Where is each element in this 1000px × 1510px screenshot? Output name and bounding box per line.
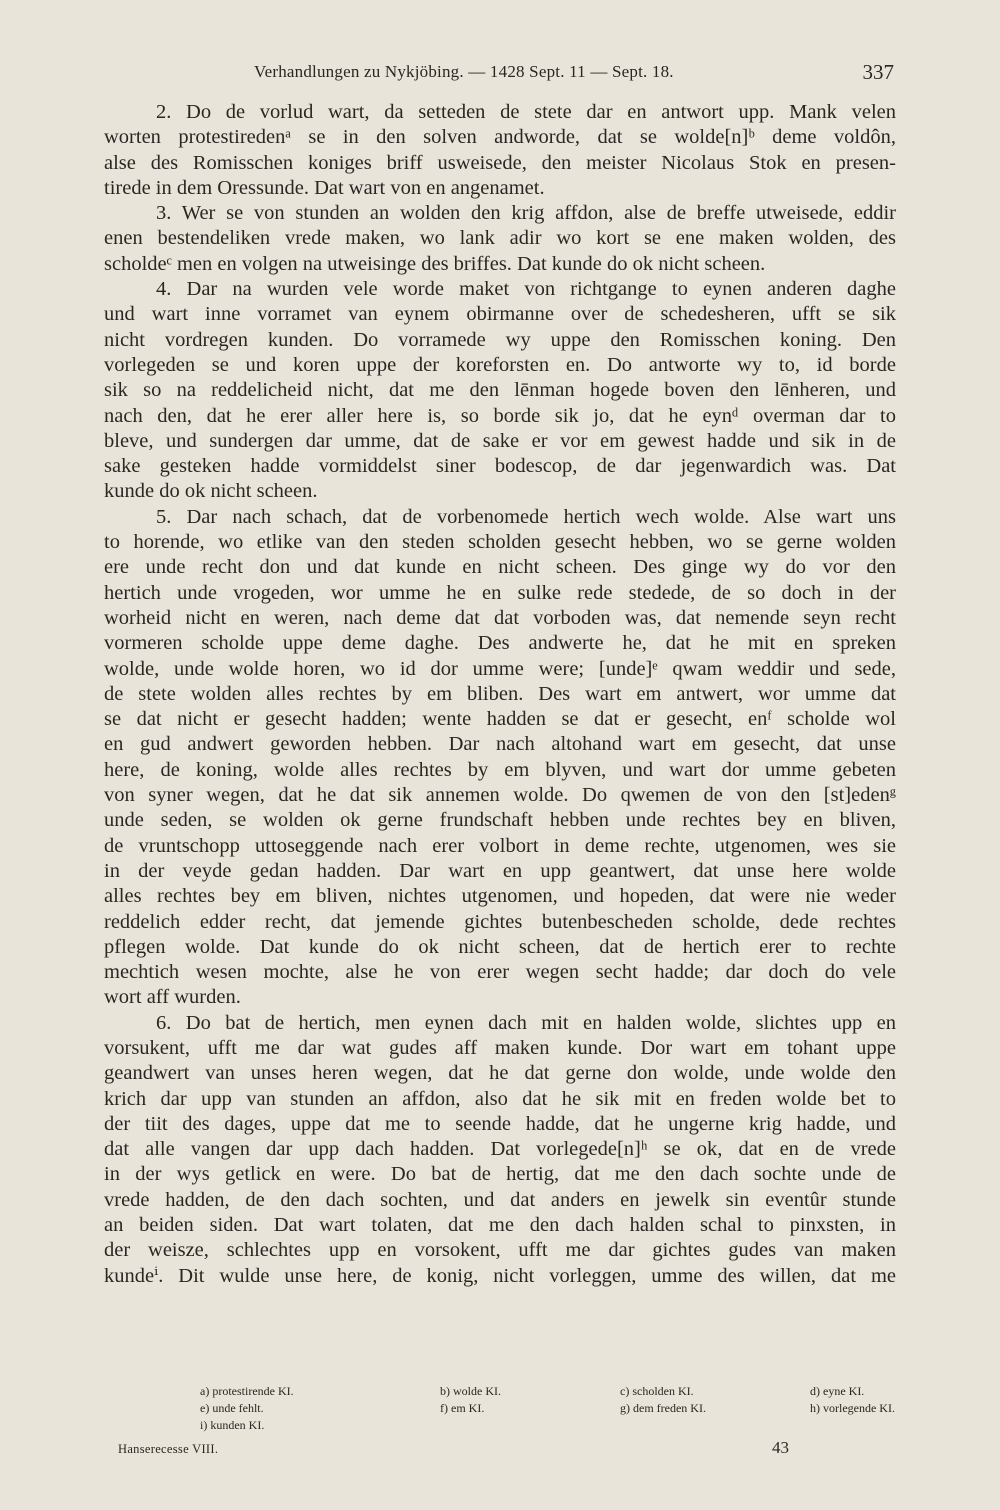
footnote: f) em KI. [440, 1401, 485, 1415]
text-line: vorsukent, ufft me dar wat gudes aff maken kunde. Dor wart em tohant uppe [104, 1036, 896, 1059]
text-line: se dat nicht er gesecht hadden; wente hadden se dat er gesecht, enᶠ scholde wol [104, 708, 896, 731]
text-line: vormeren scholde uppe deme daghe. Des andwerte he, dat he mit en spreken [104, 632, 896, 655]
text-line: de vruntschopp uttoseggende nach erer volbort in deme rechte, utgenomen, wes sie [104, 834, 896, 857]
footnote: a) protestirende KI. [200, 1384, 294, 1398]
footnote: c) scholden KI. [620, 1384, 694, 1398]
footnote: h) vorlegende KI. [810, 1401, 895, 1415]
text-line: in der veyde gedan hadden. Dar wart en upp geantwert, dat unse here wolde [104, 859, 896, 882]
text-line: tirede in dem Oressunde. Dat wart von en angenamet. [104, 176, 545, 199]
text-line: here, de koning, wolde alles rechtes by em blyven, und wart dor umme gebeten [104, 758, 896, 781]
text-line: wolde, unde wolde horen, wo id dor umme were; [unde]ᵉ qwam weddir und sede, [104, 657, 896, 680]
text-line: dat alle vangen dar upp dach hadden. Dat vorlegede[n]ʰ se ok, dat en de vrede [104, 1138, 896, 1161]
text-line: pflegen wolde. Dat kunde do ok nicht scheen, dat de hertich erer to rechte [104, 935, 896, 958]
text-line: nach den, dat he erer aller here is, so borde sik jo, dat he eynᵈ overman dar to [104, 404, 896, 427]
footnote-row [200, 1400, 900, 1417]
footnote-row [200, 1383, 900, 1400]
text-line: wort aff wurden. [104, 986, 241, 1009]
body-text [104, 100, 896, 1289]
running-title: Verhandlungen zu Nykjöbing. — 1428 Sept. 11 — Sept. 18. [254, 62, 674, 81]
text-line: krich dar upp van stunden an affdon, also dat he sik mit en freden wolde bet to [104, 1087, 896, 1110]
text-line: to horende, wo etlike van den steden scholden gesecht hebben, wo se gerne wolden [104, 531, 896, 554]
text-line: worheid nicht en weren, nach deme dat dat vorboden was, dat nemende seyn recht [104, 606, 896, 629]
text-line: und wart inne vorramet van eynem obirmanne over de schedesheren, ufft se sik [104, 303, 896, 326]
text-line: 6. Do bat de hertich, men eynen dach mit en halden wolde, slichtes upp en [156, 1011, 896, 1034]
text-line: de stete wolden alles rechtes by em bliben. Des wart em antwert, wor umme dat [104, 682, 896, 705]
text-line: kunde do ok nicht scheen. [104, 480, 318, 503]
footnote: e) unde fehlt. [200, 1401, 264, 1415]
text-line: scholdeᶜ men en volgen na utweisinge des briffes. Dat kunde do ok nicht scheen. [104, 252, 766, 275]
text-line: 2. Do de vorlud wart, da setteden de stete dar en antwort upp. Mank velen [156, 101, 896, 123]
running-head [104, 58, 894, 88]
footnotes [200, 1383, 900, 1434]
text-line: unde seden, se wolden ok gerne frundschaft hebben unde rechtes bey en bliven, [104, 809, 896, 832]
text-line: mechtich wesen mochte, alse he von erer wegen secht hadde; dar doch do vele [104, 961, 896, 984]
text-line: reddelich edder recht, dat jemende gichtes butenbescheden scholde, dede rechtes [104, 910, 896, 933]
footnote: b) wolde KI. [440, 1384, 501, 1398]
series-title: Hanserecesse VIII. [118, 1442, 219, 1456]
footnote-row [200, 1417, 900, 1434]
text-line: kundeⁱ. Dit wulde unse here, de konig, nicht vorleggen, umme des willen, dat me [104, 1264, 896, 1287]
text-line: vorlegeden se und koren uppe der koreforsten en. Do antworte wy to, id borde [104, 353, 896, 376]
text-line: en gud andwert geworden hebben. Dar nach altohand wart em gesecht, dat unse [104, 733, 896, 756]
text-line: enen bestendeliken vrede maken, wo lank adir wo kort se ene maken wolden, des [104, 227, 896, 250]
text-line: in der wys getlick en were. Do bat de hertig, dat me den dach sochte unde de [104, 1163, 896, 1186]
text-line: worten protestiredenᵃ se in den solven andworde, dat se wolde[n]ᵇ deme voldôn, [104, 126, 896, 149]
text-line: an beiden siden. Dat wart tolaten, dat me den dach halden schal to pinxsten, in [104, 1214, 896, 1237]
footnote: d) eyne KI. [810, 1384, 865, 1398]
text-line: alse des Romisschen koniges briff usweisede, den meister Nicolaus Stok en presen- [104, 151, 896, 174]
text-line: 5. Dar nach schach, dat de vorbenomede hertich wech wolde. Alse wart uns [156, 505, 896, 528]
text-line: sake gesteken hadde vormiddelst siner bodescop, de dar jegenwardich was. Dat [104, 455, 896, 478]
text-line: nicht vordregen kunden. Do vorramede wy uppe den Romisschen koning. Den [104, 328, 896, 351]
text-line: vrede hadden, de den dach sochten, und dat anders en jewelk sin eventûr stunde [104, 1188, 896, 1211]
text-line: der weisze, schlechtes upp en vorsokent, ufft me dar gichtes gudes van maken [104, 1239, 896, 1262]
text-line: der tiit des dages, uppe dat me to seende hadde, dat he ungerne krig hadde, und [104, 1112, 896, 1135]
text-line: ere unde recht don und dat kunde en nicht scheen. Des ginge wy do vor den [104, 556, 896, 579]
text-line: geandwert van unses heren wegen, dat he dat gerne don wolde, unde wolde den [104, 1062, 896, 1085]
footnote: i) kunden KI. [200, 1418, 265, 1432]
text-line: sik so na reddelicheid nicht, dat me den lēnman hogede boven den lēnheren, und [104, 379, 896, 402]
text-line: 4. Dar na wurden vele worde maket von richtgange to eynen anderen daghe [156, 278, 896, 301]
signature-mark: 43 [772, 1438, 789, 1457]
footnote: g) dem freden KI. [620, 1401, 706, 1415]
page-number: 337 [862, 60, 894, 84]
text-line: alles rechtes bey em bliven, nichtes utgenomen, und hopeden, dat were nie weder [104, 885, 896, 908]
text-line: 3. Wer se von stunden an wolden den krig affdon, alse de breffe utweisede, eddir [156, 202, 896, 225]
text-line: bleve, und sundergen dar umme, dat de sake er vor em gewest hadde und sik in de [104, 429, 896, 452]
text-line: hertich unde vrogeden, wor umme he en sulke rede stedede, de so doch in der [104, 581, 896, 604]
text-line: von syner wegen, dat he dat sik annemen wolde. Do qwemen de von den [st]edenᵍ [104, 784, 896, 807]
